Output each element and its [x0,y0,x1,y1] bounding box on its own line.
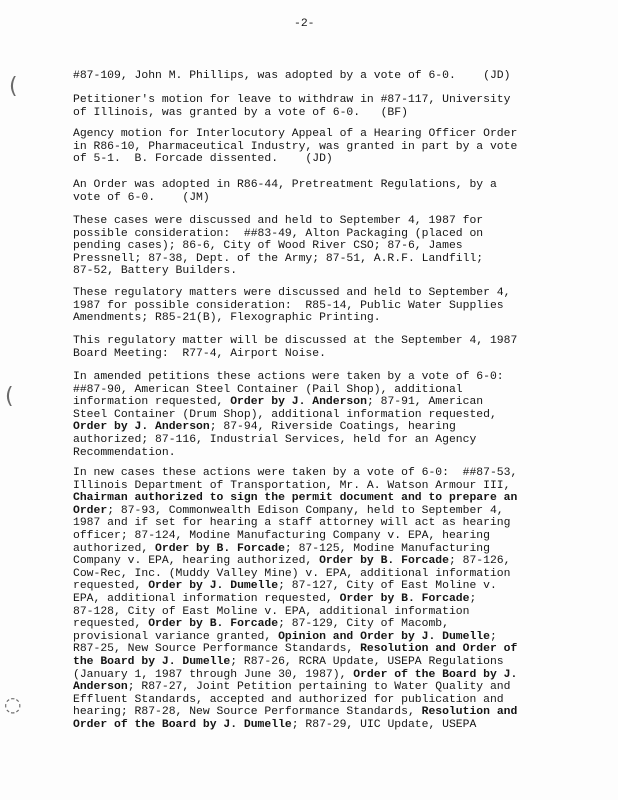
text-line [73,396,504,409]
text-run: These cases were discussed and held to September 4, 1987 for [73,215,484,227]
bold-run: Order [73,504,108,517]
text-run: ; R87-26, RCRA Update, USEPA Regulations [230,655,504,668]
text-run: Pressnell; 87-38, Dept. of the Army; 87-51, A.R.F. Landfill; [73,252,484,265]
text-line [73,719,517,732]
paragraph [73,215,483,278]
bold-run: Order by J. Dumelle [148,580,279,593]
text-run: information requested, [73,396,231,409]
text-run: ; R87-29, UIC Update, USEPA [291,718,477,731]
binder-hole-mark: ( [9,74,18,99]
text-line [73,447,504,460]
bold-run: Order of the Board by J. Dumelle [73,718,292,731]
text-run: ; R87-27, Joint Petition pertaining to Water Quality and [127,681,511,694]
text-run: Agency motion for Interlocutory Appeal of a Hearing Officer Order [73,128,518,140]
text-run: ##87-90, American Steel Container (Pail Shop), additional [73,383,463,396]
text-line [73,179,497,192]
text-line [73,568,517,581]
text-run: pending cases); 86-6, City of Wood River CSO; 87-6, James [73,240,463,253]
text-line [73,480,517,493]
text-run: ; 87-94, Riverside Coatings, hearing [209,421,456,434]
text-run: officer; 87-124, Modine Manufacturing Company v. EPA, hearing [73,529,490,542]
text-line [73,656,517,669]
binder-hole-mark: ( [5,384,14,409]
text-line [73,128,517,141]
text-run: ; [489,630,497,643]
text-line [73,141,517,154]
text-line [73,593,517,606]
text-line [73,153,517,166]
bold-run: Order by B. Forcade [319,555,449,568]
text-line [73,631,517,644]
text-line [73,517,517,530]
text-run: ; [469,592,477,605]
text-run: 1987 and if set for hearing a staff attorney will act as hearing [73,517,511,530]
text-run: vote of 6-0. (JM) [73,191,210,204]
text-run: Recommendation. [73,446,176,459]
text-line [73,543,517,556]
text-line [73,409,504,422]
text-run: These regulatory matters were discussed and held to September 4, [73,287,511,299]
text-run: possible consideration: ##83-49, Alton Packaging (placed on [73,227,484,240]
bold-run: Opinion and Order by J. Dumelle [278,630,490,643]
paragraph [73,128,517,166]
text-line [73,421,504,434]
text-run: provisional variance granted, [73,630,279,643]
text-line [73,530,517,543]
text-line [73,618,517,631]
bold-run: Resolution and Order of [360,643,518,656]
bold-run: Order by B. Forcade [339,592,470,605]
text-run: Amendments; R85-21(B), Flexographic Printing. [73,312,381,325]
text-run: Effluent Standards, accepted and authorized for publication and [73,693,504,706]
text-run: hearing; R87-28, New Source Performance Standards, [73,706,422,719]
text-line [73,492,517,505]
text-line [73,253,483,266]
bold-run: Order by J. Anderson [230,396,367,409]
paragraph [73,467,517,731]
text-line [73,669,517,682]
paragraph [73,287,510,325]
text-line [73,70,510,83]
text-line [73,371,504,384]
paragraph [73,371,504,459]
paragraph [73,94,510,119]
binder-hole-mark: ◌ [4,692,22,716]
text-line [73,580,517,593]
text-run: Board Meeting: R77-4, Airport Noise. [73,347,326,360]
text-line [73,384,504,397]
paragraph [73,335,517,360]
text-line [73,335,517,348]
text-run: 87-128, City of East Moline v. EPA, additional information [73,605,470,618]
text-line [73,606,517,619]
text-line [73,643,517,656]
text-line [73,240,483,253]
text-run: In amended petitions these actions were taken by a vote of 6-0: [73,371,504,383]
text-run: Petitioner's motion for leave to withdraw in #87-117, University [73,94,511,106]
text-run: This regulatory matter will be discussed at the September 4, 1987 [73,335,518,347]
paragraph [73,70,510,83]
text-line [73,107,510,120]
paragraph [73,179,497,204]
text-run: ; 87-91, American [366,396,484,409]
text-run: ; 87-126, [448,555,511,568]
text-line [73,706,517,719]
text-line [73,215,483,228]
text-line [73,681,517,694]
text-run: authorized; 87-116, Industrial Services, held for an Agency [73,433,477,446]
text-line [73,434,504,447]
text-line [73,265,483,278]
bold-run: Order by B. Forcade [148,618,279,631]
text-run: 1987 for possible consideration: R85-14, Public Water Supplies [73,299,504,312]
text-line [73,555,517,568]
text-run: 87-52, Battery Builders. [73,265,238,278]
text-run: in R86-10, Pharmaceutical Industry, was granted in part by a vote [73,140,518,153]
text-run: Company v. EPA, hearing authorized, [73,555,320,568]
text-line [73,694,517,707]
text-run: EPA, additional information requested, [73,592,340,605]
bold-run: the Board by J. Dumelle [73,655,231,668]
text-line [73,192,497,205]
text-run: #87-109, John M. Phillips, was adopted by a vote of 6-0. (JD) [73,70,511,82]
text-line [73,94,510,107]
text-run: ; 87-129, City of Macomb, [278,618,449,631]
bold-run: Order of the Board by J. [353,668,518,681]
text-line [73,300,510,313]
text-line [73,312,510,325]
text-line [73,505,517,518]
text-line [73,228,483,241]
text-line [73,348,517,361]
text-line [73,287,510,300]
text-run: ; 87-93, Commonwealth Edison Company, held to September 4, [107,504,504,517]
text-run: R87-25, New Source Performance Standards, [73,643,361,656]
text-run: authorized, [73,542,156,555]
text-run: of Illinois, was granted by a vote of 6-0. (BF) [73,106,408,119]
text-run: ; 87-125, Modine Manufacturing [284,542,490,555]
page-number: -2- [294,18,315,30]
text-run: Cow-Rec, Inc. (Muddy Valley Mine) v. EPA, additional information [73,567,511,580]
text-run: ; 87-127, City of East Moline v. [278,580,497,593]
text-run: An Order was adopted in R86-44, Pretreatment Regulations, by a [73,179,497,191]
text-run: requested, [73,618,149,631]
bold-run: Order by B. Forcade [155,542,285,555]
text-line [73,467,517,480]
text-run: Steel Container (Drum Shop), additional information requested, [73,408,497,421]
text-run: Illinois Department of Transportation, Mr. A. Watson Armour III, [73,479,511,492]
bold-run: Anderson [73,681,128,694]
bold-run: Chairman authorized to sign the permit document and to prepare an [73,492,518,505]
text-run: (January 1, 1987 through June 30, 1987), [73,668,354,681]
bold-run: Resolution and [421,706,518,719]
text-run: of 5-1. B. Forcade dissented. (JD) [73,153,333,166]
text-run: requested, [73,580,149,593]
bold-run: Order by J. Anderson [73,421,210,434]
text-run: In new cases these actions were taken by a vote of 6-0: ##87-53, [73,467,518,479]
